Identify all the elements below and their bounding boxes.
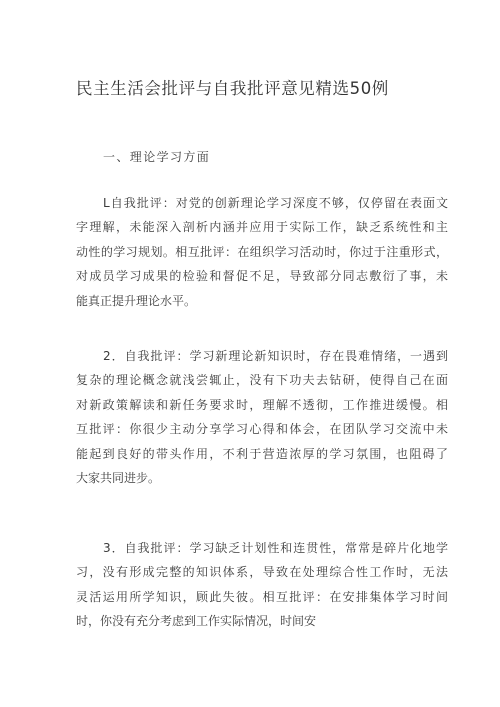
- paragraph-line: 对成员学习成果的检验和督促不足，导致部分同志敷衍了事，未: [76, 269, 448, 284]
- paragraph-line: 对新政策解读和新任务要求时，理解不透彻，工作推进缓慢。相: [76, 397, 448, 412]
- paragraph-line: 复杂的理论概念就浅尝辄止，没有下功夫去钻研，使得自己在面: [76, 373, 448, 388]
- paragraph-line: 习，没有形成完整的知识体系，导致在处理综合性工作时，无法: [76, 565, 448, 580]
- document-title: 民主生活会批评与自我批评意见精选50例: [76, 79, 389, 98]
- paragraph-line: L自我批评：对党的创新理论学习深度不够，仅停留在表面文: [103, 196, 448, 210]
- paragraph-line: 能起到良好的带头作用，不利于营造浓厚的学习氛围，也阻碍了: [76, 446, 448, 461]
- paragraph-line: 灵活运用所学知识，顾此失彼。相互批评：在安排集体学习时间: [76, 589, 448, 604]
- section-heading: 一、理论学习方面: [103, 150, 211, 164]
- paragraph-line: 字理解，未能深入剖析内涵并应用于实际工作，缺乏系统性和主: [76, 220, 448, 235]
- paragraph-line: 动性的学习规划。相互批评：在组织学习活动时，你过于注重形式，: [76, 244, 448, 259]
- paragraph-line: 2．自我批评：学习新理论新知识时，存在畏难情绪，一遇到: [103, 349, 448, 363]
- paragraph-line: 互批评：你很少主动分享学习心得和体会，在团队学习交流中未: [76, 422, 448, 437]
- paragraph-line: 大家共同进步。: [76, 470, 161, 485]
- paragraph-2: [76, 344, 448, 490]
- paragraph-3: [76, 536, 448, 634]
- paragraph-1: [76, 191, 448, 313]
- paragraph-line: 能真正提升理论水平。: [76, 293, 197, 308]
- paragraph-line: 3．自我批评：学习缺乏计划性和连贯性，常常是碎片化地学: [103, 541, 448, 555]
- paragraph-line: 时，你没有充分考虑到工作实际情况，时间安: [76, 614, 317, 629]
